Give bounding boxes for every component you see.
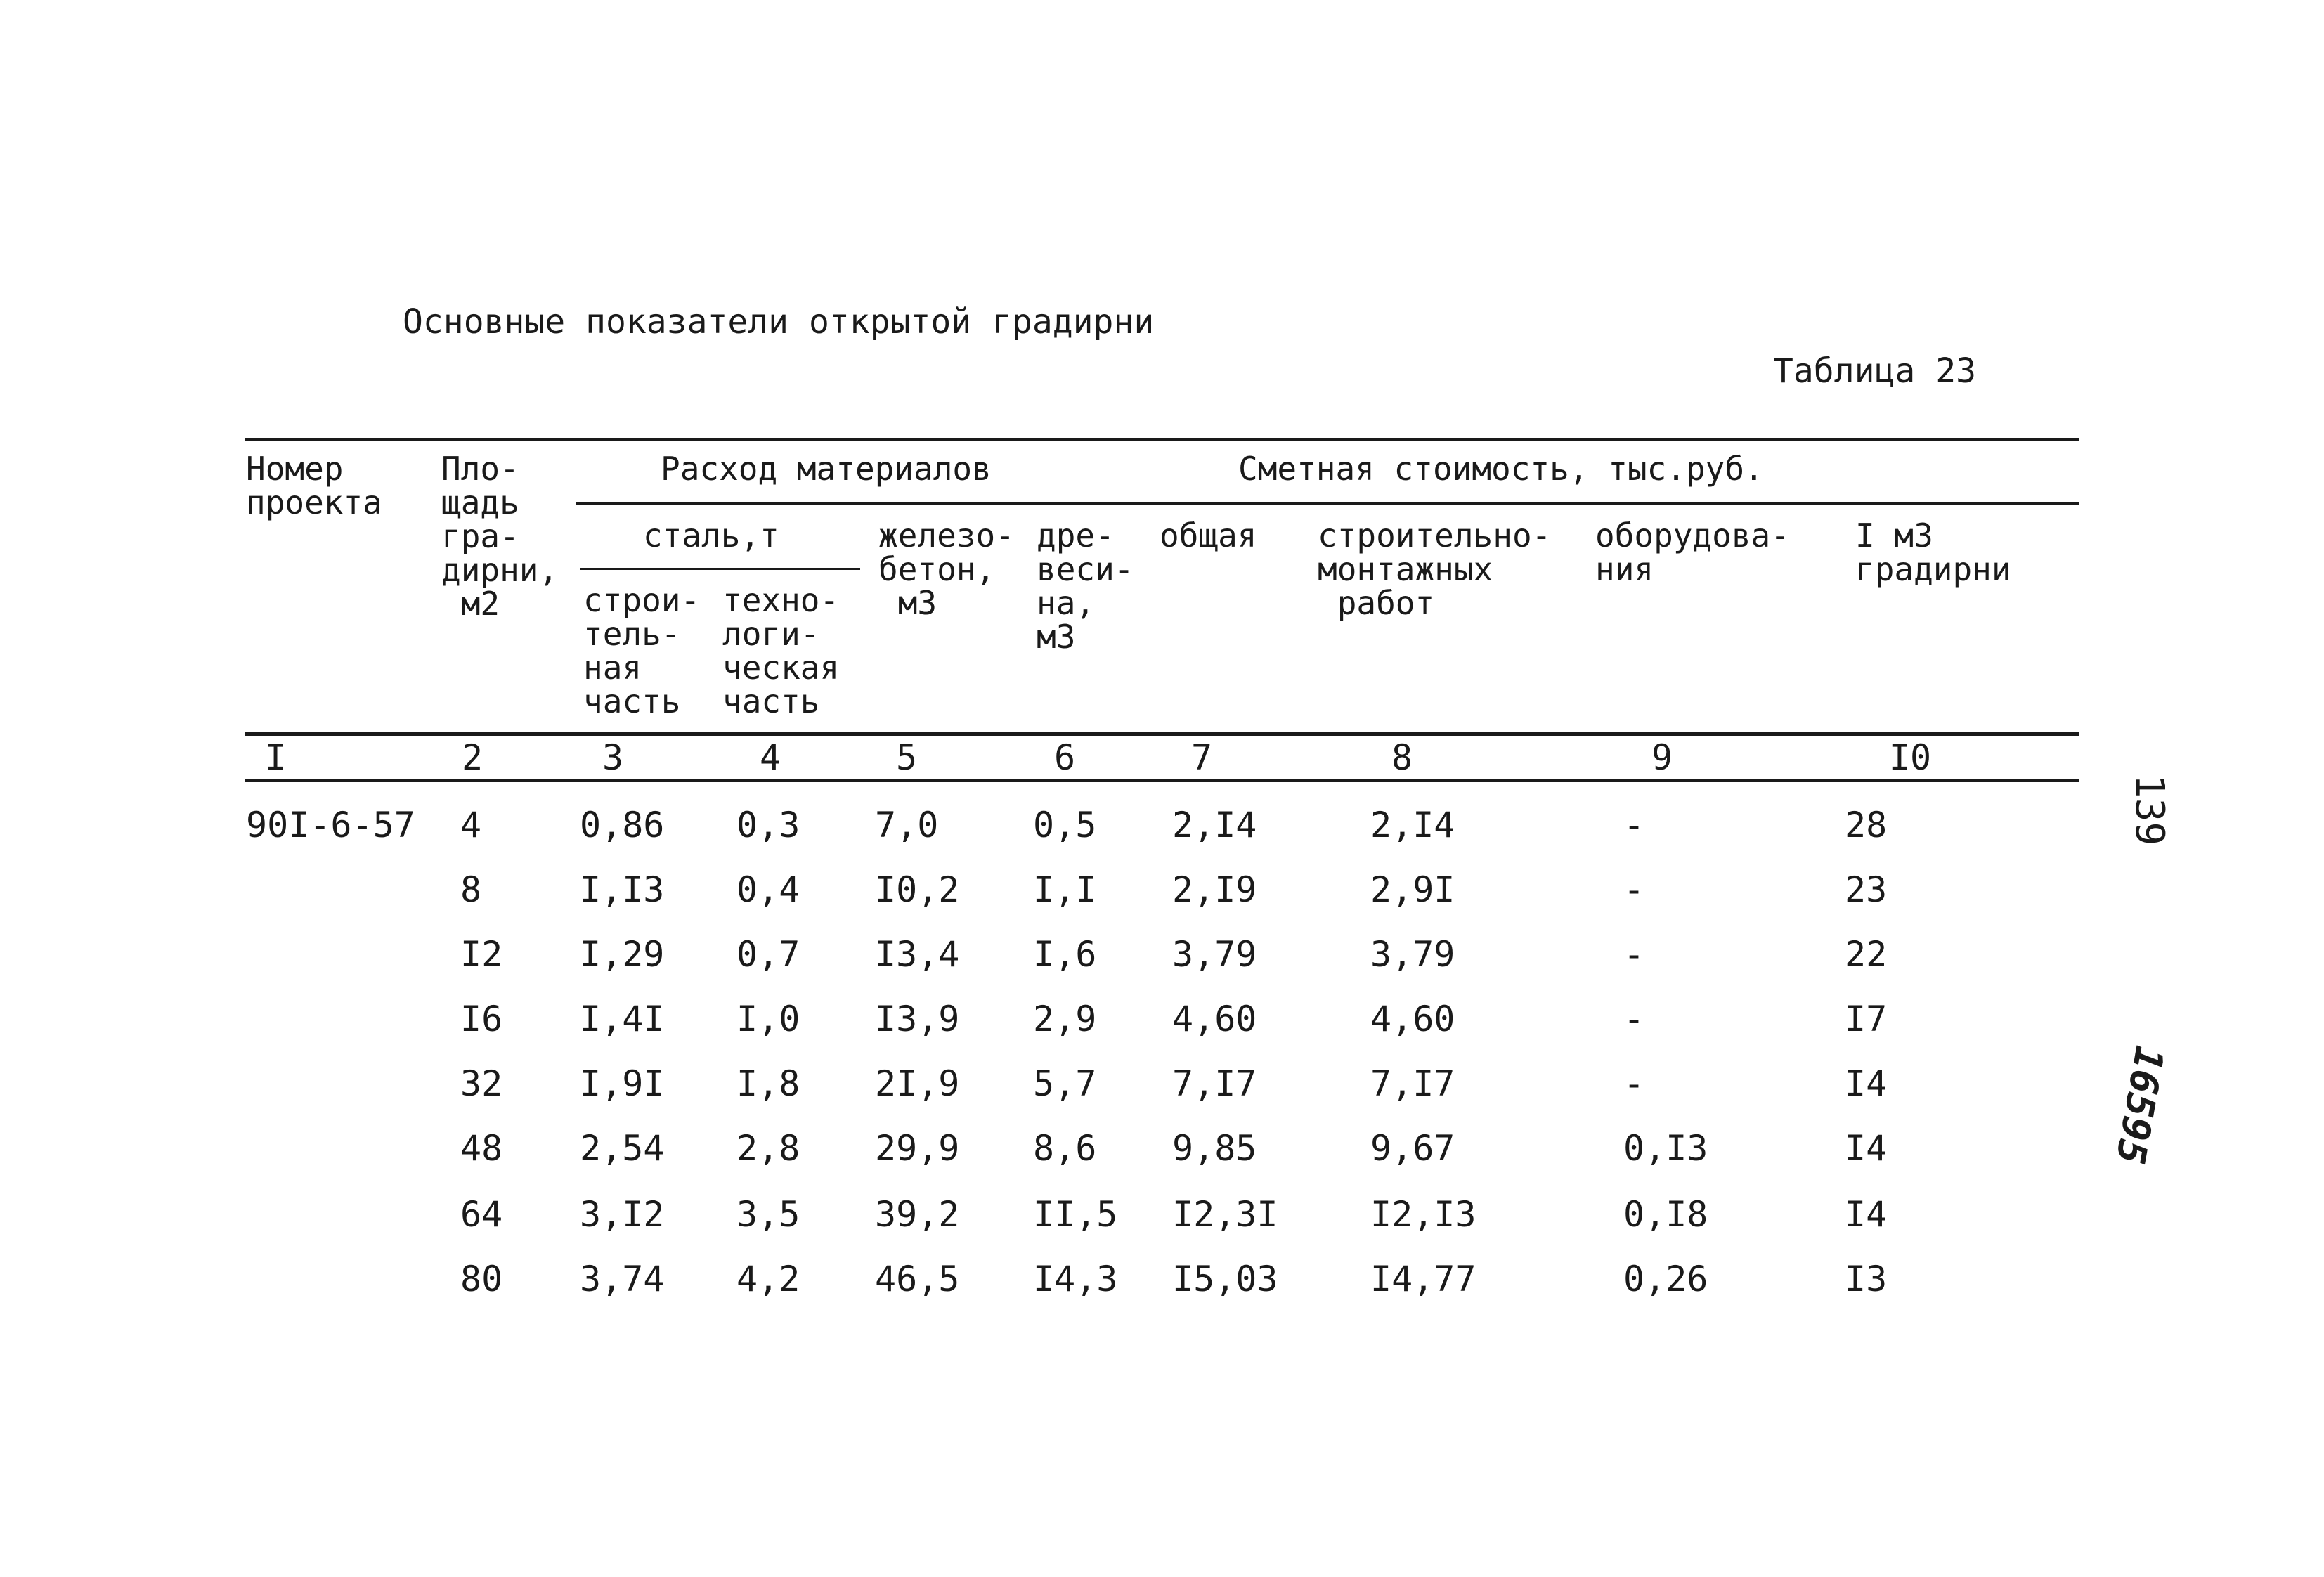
table-cell: 7,0 <box>875 805 939 845</box>
header-bottom-rule <box>245 732 2079 736</box>
table-cell: II,5 <box>1033 1194 1118 1235</box>
table-cell: I4 <box>1845 1194 1888 1235</box>
table-cell: 0,7 <box>736 934 800 975</box>
column-number: 2 <box>461 737 483 778</box>
table-cell: 46,5 <box>875 1259 960 1299</box>
table-cell: 9,67 <box>1370 1128 1455 1169</box>
table-cell: 4,60 <box>1370 999 1455 1039</box>
table-cell: I,0 <box>736 999 800 1039</box>
table-cell: 0,26 <box>1623 1259 1708 1299</box>
table-cell: 39,2 <box>875 1194 960 1235</box>
table-cell: I2,I3 <box>1370 1194 1476 1235</box>
table-cell: 0,5 <box>1033 805 1097 845</box>
column-number: 9 <box>1651 737 1673 778</box>
header-steel-group: сталь,т <box>643 517 779 554</box>
column-number: 5 <box>895 737 918 778</box>
table-cell: - <box>1623 1063 1645 1104</box>
steel-subheader-rule <box>580 568 860 570</box>
table-cell: I4 <box>1845 1128 1888 1169</box>
table-cell: 3,5 <box>736 1194 800 1235</box>
table-cell: 2,8 <box>736 1128 800 1169</box>
table-cell: 0,4 <box>736 869 800 910</box>
table-cell: I6 <box>460 999 503 1039</box>
column-number: I <box>264 737 287 778</box>
page-title: Основные показатели открытой градирни <box>403 302 1155 342</box>
table-cell: 5,7 <box>1033 1063 1097 1104</box>
table-cell: 2,I4 <box>1370 805 1455 845</box>
table-cell: 3,79 <box>1370 934 1455 975</box>
table-cell: 7,I7 <box>1172 1063 1257 1104</box>
table-cell: I4,77 <box>1370 1259 1476 1299</box>
table-cell: 3,79 <box>1172 934 1257 975</box>
table-cell: 2,9 <box>1033 999 1097 1039</box>
table-cell: I7 <box>1845 999 1888 1039</box>
table-cell: - <box>1623 999 1645 1039</box>
table-cell: I4,3 <box>1033 1259 1118 1299</box>
table-cell: 8 <box>460 869 482 910</box>
column-number: I0 <box>1888 737 1932 778</box>
table-cell: I,8 <box>736 1063 800 1104</box>
header-cost-construction: строительно- монтажных работ <box>1318 517 1552 622</box>
table-cell: I,I3 <box>580 869 665 910</box>
column-number: 4 <box>759 737 781 778</box>
table-cell: 29,9 <box>875 1128 960 1169</box>
table-cell: I0,2 <box>875 869 960 910</box>
table-top-rule <box>245 438 2079 441</box>
table-cell: 2,9I <box>1370 869 1455 910</box>
header-steel-technological: техно- логи- ческая часть <box>722 581 840 720</box>
table-cell: I,9I <box>580 1063 665 1104</box>
table-cell: 48 <box>460 1128 503 1169</box>
header-project-number: Номер проекта <box>246 450 382 521</box>
table-cell: 9,85 <box>1172 1128 1257 1169</box>
header-timber: дре- веси- на, м3 <box>1037 517 1134 656</box>
column-number: 7 <box>1190 737 1213 778</box>
header-cost-group: Сметная стоимость, тыс.руб. <box>1238 450 1764 488</box>
column-number: 3 <box>602 737 624 778</box>
header-steel-construction: строи- тель- ная часть <box>583 581 701 720</box>
table-cell: I,4I <box>580 999 665 1039</box>
header-area: Пло- щадь гра- дирни, м2 <box>441 450 559 623</box>
table-cell: I,I <box>1033 869 1097 910</box>
header-cost-equipment: оборудова- ния <box>1595 517 1790 588</box>
table-label: Таблица 23 <box>1773 351 1976 391</box>
table-cell: I2 <box>460 934 503 975</box>
table-cell: 64 <box>460 1194 503 1235</box>
table-cell: 4 <box>460 805 482 845</box>
table-cell: 7,I7 <box>1370 1063 1455 1104</box>
column-number: 8 <box>1391 737 1413 778</box>
header-cost-total: общая <box>1160 517 1257 554</box>
table-cell: 2,54 <box>580 1128 665 1169</box>
table-cell: I3,4 <box>875 934 960 975</box>
table-cell: - <box>1623 869 1645 910</box>
code-note: 16595 <box>2106 1042 2172 1168</box>
header-materials-group: Расход материалов <box>661 450 992 488</box>
header-cost-per-m3: I м3 градирни <box>1855 517 2011 588</box>
column-numbers-rule <box>245 779 2079 782</box>
page-number-note: 139 <box>2127 774 2173 846</box>
table-cell: I,29 <box>580 934 665 975</box>
project-id: 90I-6-57 <box>246 805 415 845</box>
table-cell: I3 <box>1845 1259 1888 1299</box>
table-cell: I5,03 <box>1172 1259 1278 1299</box>
table-cell: 2,I9 <box>1172 869 1257 910</box>
table-cell: 0,I8 <box>1623 1194 1708 1235</box>
table-cell: I3,9 <box>875 999 960 1039</box>
table-cell: 3,I2 <box>580 1194 665 1235</box>
header-reinforced-concrete: железо- бетон, м3 <box>878 517 1015 622</box>
table-cell: 2I,9 <box>875 1063 960 1104</box>
table-cell: 80 <box>460 1259 503 1299</box>
table-cell: 8,6 <box>1033 1128 1097 1169</box>
table-cell: 0,86 <box>580 805 665 845</box>
table-cell: 28 <box>1845 805 1888 845</box>
table-cell: 23 <box>1845 869 1888 910</box>
table-cell: 2,I4 <box>1172 805 1257 845</box>
table-cell: 32 <box>460 1063 503 1104</box>
table-cell: I,6 <box>1033 934 1097 975</box>
table-cell: I2,3I <box>1172 1194 1278 1235</box>
table-cell: I4 <box>1845 1063 1888 1104</box>
table-cell: - <box>1623 805 1645 845</box>
table-cell: 0,I3 <box>1623 1128 1708 1169</box>
table-cell: - <box>1623 934 1645 975</box>
table-cell: 22 <box>1845 934 1888 975</box>
group-header-rule <box>576 502 2079 505</box>
table-cell: 4,60 <box>1172 999 1257 1039</box>
table-cell: 0,3 <box>736 805 800 845</box>
table-cell: 4,2 <box>736 1259 800 1299</box>
table-cell: 3,74 <box>580 1259 665 1299</box>
column-number: 6 <box>1053 737 1076 778</box>
